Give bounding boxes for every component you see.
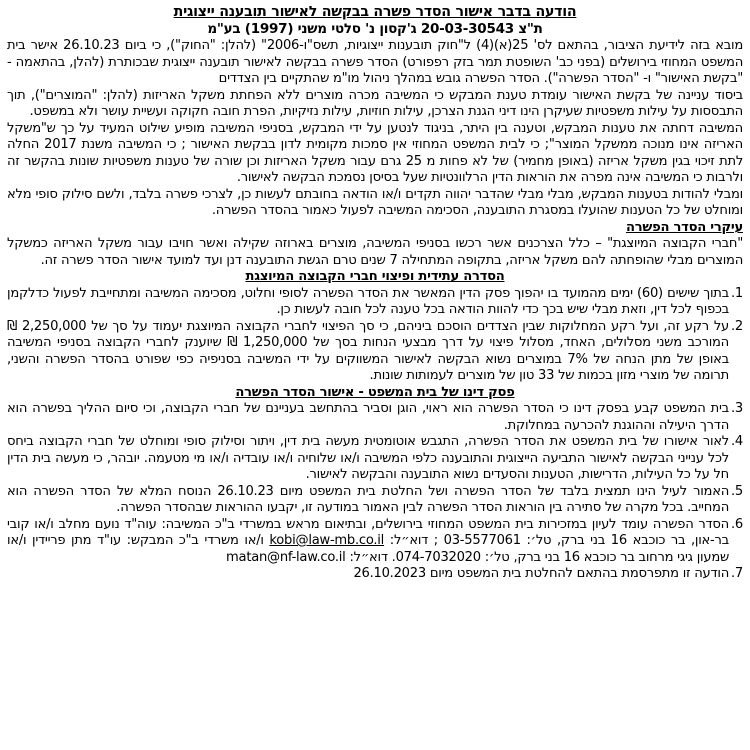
intro-line-4: הצדדים bbox=[218, 71, 260, 86]
list-item bbox=[7, 401, 743, 434]
heading-judgment: פסק דינו של בית המשפט - אישור הסדר הפשרה bbox=[235, 384, 515, 400]
list-item bbox=[7, 285, 743, 319]
item-number: 5. bbox=[730, 483, 743, 499]
notice-title: הודעה בדבר אישור הסדר פשרה בבקשה לאישור תובענה ייצוגית bbox=[173, 4, 577, 20]
background-settlement-consent: ומבלי להודות בטענות המבקש, מבלי מבלי שהדבר יהווה תקדים ו/או הודאה בחובתם לעשות כן, לצרכי פשרה בלבד, ולשם סילוק סופי מלא ומוחלט של כל הטענות שהועלו במסגרת התובענה, הסכימה המשיבה לפעול כאמור בהסדר הפשרה. bbox=[7, 186, 743, 218]
list-item bbox=[7, 483, 743, 517]
item-text: בית המשפט קבע בפסק דינו כי הסדר הפשרה הוא ראוי, הוגן וסביר בהתחשב בעניינם של חברי הקבוצה, וכי סיום ההליך בפשרה הוא הדרך היעילה וההוגנת להכרעה במחלוקת. bbox=[7, 401, 729, 433]
heading-main-terms: עיקרי הסדר הפשרה bbox=[626, 219, 743, 235]
item-text: בתוך שישים (60) ימים מהמועד בו יהפוך פסק הדין המאשר את הסדר הפשרה לסופי וחלוט, מסכימה המשיבה ומתחייבת לפעול כדלקמן בכפוף לכל דין, וזאת מבלי שיש בכך כדי להוות הודאה בכל טענה לכל חובה לעשות כן. bbox=[7, 285, 729, 317]
item-text: האמור לעיל הינו תמצית בלבד של הסדר הפשרה ושל החלטת בית המשפט מיום 26.10.23 הנוסח המלא של הסדר הפשרה הוא המחייב. בכל מקרה של סתירה בין הוראות הסדר הפשרה לבין האמור במודעה זו, יקבעו ההוראות שבהסדר הפשרה. bbox=[7, 483, 729, 515]
item-number: 2. bbox=[730, 318, 743, 334]
item-number: 7. bbox=[730, 566, 743, 581]
decision-date: 26.10.2023 bbox=[353, 566, 426, 581]
item-text-continued: ו/או משרדי ב"כ המבקש: עו"ד מתן פריידין ו/או שמעון גיגי מרחוב בר כוכבא 16 בני ברק, טל׳: 074-7032020. דוא״ל: bbox=[7, 533, 729, 565]
list-item bbox=[7, 566, 743, 583]
judgment-list bbox=[7, 401, 743, 583]
plaintiff-email-link[interactable]: matan@nf-law.co.il bbox=[226, 549, 346, 565]
item-number: 4. bbox=[730, 434, 743, 449]
case-number: ת"צ 20-03-30543 ג'קסון נ' סלטי משני (1997) בע"מ bbox=[207, 21, 543, 37]
list-item bbox=[7, 318, 743, 385]
intro-line-3: שבכותרת (להלן, בהתאמה - "בקשת האישור" ו- "הסדר הפשרה"). הסדר הפשרה גובש במהלך ניהול מו"מ שהתקיים בין bbox=[7, 54, 743, 86]
item-text: על רקע זה, ועל רקע המחלוקות שבין הצדדים הוסכם ביניהם, כי סך הפיצוי לחברי הקבוצה המיוצגת יעמוד על סך של 2,250,000 ₪ המורכב משני מסלולים, האחד, מסלול פיצוי על דרך מבצעי הנחות בסך של 1,250,000 ₪ שיוענק לחברי הקבוצה בסניפי המשיבה באופן של מתן הנחה של 7% במוצרים נשוא הבקשה לאישור המשווקים על ידי המשיבה בסניפיה כפי שפורט בהסדר הפשרה והשני, תרומה של מוצרי מזון בכמות של 33 טון של מוצרים לעמותות שונות. bbox=[7, 318, 729, 383]
list-item bbox=[7, 434, 743, 484]
item-number: 6. bbox=[730, 516, 743, 532]
group-definition: "חברי הקבוצה המיוצגת" – כלל הצרכנים אשר רכשו בסניפי המשיבה, מוצרים בארוזה שקילה ואשר חויבו עבור משקל האריזה כמשקל המוצרים מבלי שהופחתה להם משקל אריזה, בתקופה המתחילה 7 שנים טרם הגשת התובענה דנן ועד למועד אישור הסדר פשרה זה. bbox=[7, 236, 743, 268]
intro-line-2: אישר בית המשפט המחוזי בירושלים (בפני כב' השופטת תמר בזק רפפורט) הסדר פשרה בבקשה לאישור תובענה ייצוגית bbox=[7, 38, 743, 70]
item-text: לאור אישורו של בית המשפט את הסדר הפשרה, התגבש אוטומטית מעשה בית דין, ויתור וסילוק סופי ומוחלט של חברי הקבוצה ביחס לכל ענייני הבקשה לאישור התביעה הייצוגית והתובענה כלפי המשיבה ו/או שלוחיה ו/או עובדיה ו/או מי מטעמה. יובהר, כי מעשה בית הדין חל על כל העילות, הדרישות, הטענות והסעדים נשוא התובענה והבקשה לאישור. bbox=[7, 434, 729, 482]
item-number: 3. bbox=[730, 401, 743, 416]
list-item bbox=[7, 516, 743, 567]
intro-line-1: מובא בזה לידיעת הציבור, בהתאם לס' 25(א)(4) ל"חוק תובענות ייצוגיות, תשס"ו-2006" (להלן: "החוק"), כי ביום 26.10.23 bbox=[63, 38, 743, 53]
heading-future-relief: הסדרה עתידית ופיצוי חברי הקבוצה המיוצגת bbox=[245, 269, 505, 284]
item-number: 1. bbox=[730, 285, 743, 301]
background-defense: המשיבה דחתה את טענות המבקש, וטענה בין היתר, בניגוד לנטען על ידי המבקש, בסניפי המשיבה מופיע שילוט המעיד על כך ש"משקל האריזה אינו מנוכה ממשקל המוצר"; כי לבית המשפט המחוזי אין סמכות מקומית לדון בבקשת האישור ; כי המשיבה משנת 2017 החלה לתת זיכוי בגין משקל אריזה (באופן מחמיר) של לא פחות מ 25 גרם עבור משקל האריזות וכן שורה של טענות משפטיות שונות בהקשר זה ולרבות כי המשיבה אינה מפרה את הוראות הדין הרלוונטיות שעל בסיסן נסמכת הבקשה לאישור. bbox=[7, 120, 744, 185]
item-text: הסדר הפשרה עומד לעיון במזכירות בית המשפט המחוזי בירושלים, ובתיאום מראש במשרדי ב"כ המשיבה: עוה"ד נועם מחלב ו/או קובי בר-און, בר כוכבא 16 בני ברק, טל׳: 03-5577061 ; דוא״ל: bbox=[7, 516, 729, 548]
intro-paragraph bbox=[7, 38, 743, 88]
defendant-email-link[interactable]: kobi@law-mb.co.il bbox=[269, 533, 385, 548]
item-text: הודעה זו מתפרסמת בהתאם להחלטת בית המשפט מיום bbox=[429, 566, 729, 581]
future-relief-list bbox=[7, 286, 743, 385]
background-claim: ביסוד עניינה של בקשת האישור עומדת טענת המבקש כי המשיבה מכרה מוצרים ללא הפחתת משקל האריזות (להלן: "המוצרים"), תוך התבססות על עילות משפטיות שעיקרן הינו דיני הגנת הצרכן, עילות חוזיות, עילות נזיקיות, הפרת חובה חקוקה ועשיית עושר ולא במשפט. bbox=[7, 87, 743, 119]
